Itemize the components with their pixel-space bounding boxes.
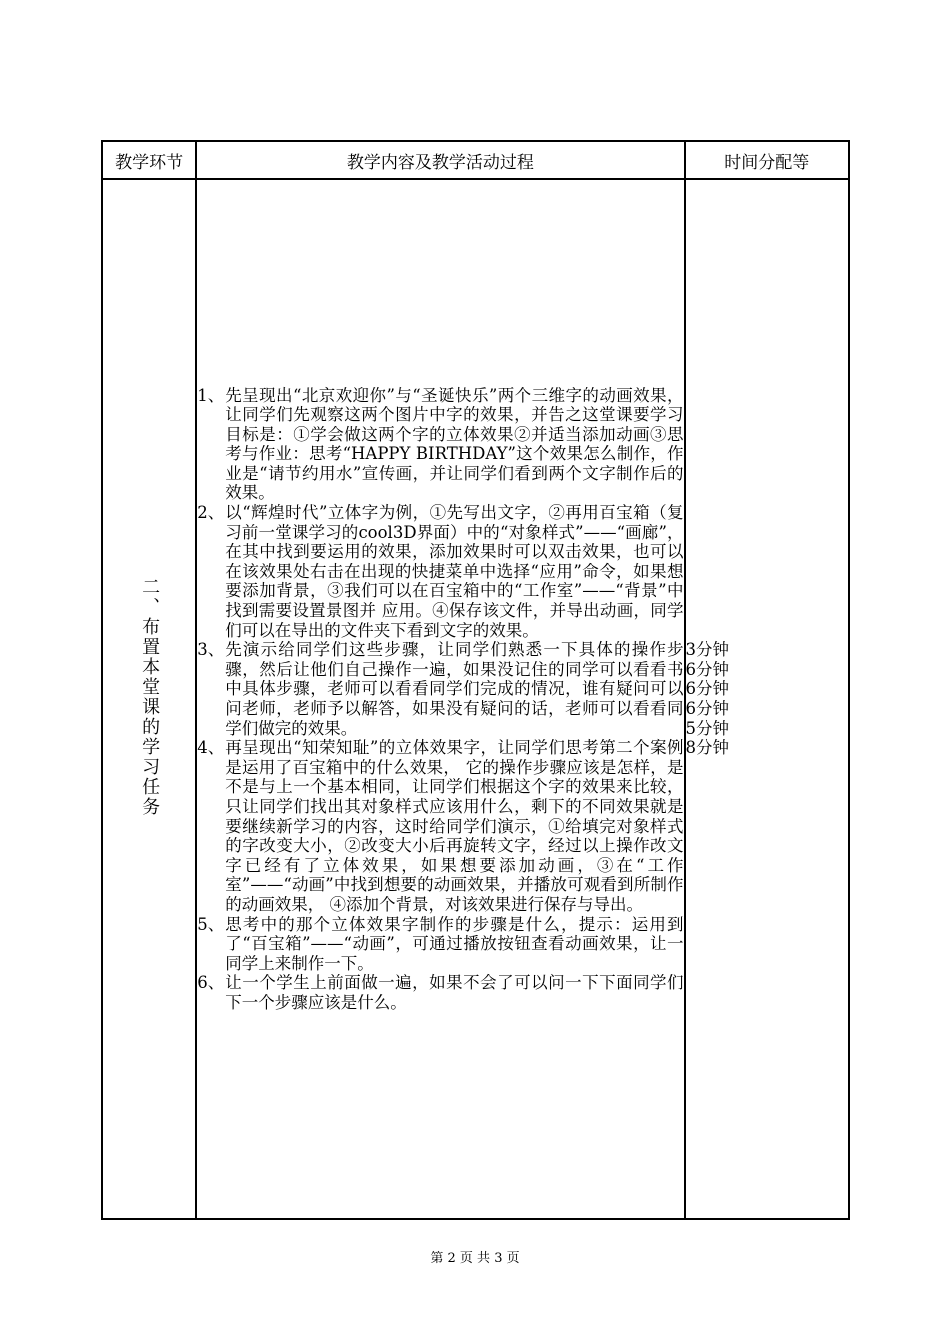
table-header-row	[102, 141, 849, 179]
time-list	[686, 640, 848, 758]
step-text: 再呈现出“知荣知耻”的立体效果字，让同学们思考第二个案例是运用了百宝箱中的什么效果， 它的操作步骤应该是怎样，是不是与上一个基本相同，让同学们根据这个字的效果来比较，只让同学们找出其对象样式应该用什么，剩下的不同效果就是要继续新学习的内容，这时给同学们演示，①给填完对象样式的字改变大小，②改变大小后再旋转文字，经过以上操作改文字已经有了立体效果，如果想要添加动画，③在“工作室”——“动画”中找到想要的动画效果，并播放可观看到所制作的动画效果， ④添加个背景，对该效果进行保存与导出。	[225, 738, 684, 914]
step-list	[197, 386, 683, 1013]
page-footer: 第 2 页 共 3 页	[430, 1251, 520, 1266]
step-number: 1、	[197, 385, 225, 405]
header-section: 教学环节	[102, 141, 196, 179]
time-item: 6分钟	[685, 679, 730, 699]
lesson-plan-table	[101, 140, 850, 1220]
step-text: 先演示给同学们这些步骤，让同学们熟悉一下具体的操作步骤，然后让他们自己操作一遍，如果没记住的同学可以看看书中具体步骤，老师可以看看同学们完成的情况，谁有疑问可以问老师，老师予以解答，如果没有疑问的话，老师可以看看同学们做完的效果。	[225, 640, 684, 738]
time-item: 3分钟	[685, 640, 730, 660]
time-item: 8分钟	[685, 738, 730, 758]
step-text: 以“辉煌时代”立体字为例，①先写出文字，②再用百宝箱（复习前一堂课学习的cool3D界面）中的“对象样式”——“画廊”，在其中找到要运用的效果，添加效果时可以双击效果，也可以在该效果处右击在出现的快捷菜单中选择“应用”命令，如果想要添加背景，③我们可以在百宝箱中的“工作室”——“背景”中找到需要设置景图并 应用。④保存该文件，并导出动画，同学们可以在导出的文件夹下看到文字的效果。	[225, 503, 684, 640]
list-item	[197, 640, 683, 738]
step-text: 让一个学生上前面做一遍，如果不会了可以问一下下面同学们下一个步骤应该是什么。	[225, 973, 684, 1012]
step-number: 3、	[197, 640, 225, 660]
header-content: 教学内容及教学活动过程	[196, 141, 684, 179]
step-number: 6、	[197, 973, 225, 993]
table-body-row	[102, 179, 849, 1219]
content-cell	[196, 179, 684, 1219]
time-cell	[685, 179, 849, 1219]
section-label: 二、布置本堂课的学习任务	[139, 577, 161, 817]
list-item	[197, 738, 683, 914]
step-number: 2、	[197, 503, 225, 523]
list-item	[197, 915, 683, 974]
step-text: 思考中的那个立体效果字制作的步骤是什么，提示：运用到了“百宝箱”——“动画”，可通过播放按钮查看动画效果，让一同学上来制作一下。	[225, 914, 684, 973]
time-item: 6分钟	[685, 699, 730, 718]
step-number: 5、	[197, 914, 225, 934]
list-item	[197, 973, 683, 1012]
step-text: 先呈现出“北京欢迎你”与“圣诞快乐”两个三维字的动画效果，让同学们先观察这两个图片中字的效果，并告之这堂课要学习目标是：①学会做这两个字的立体效果②并适当添加动画③思考与作业：思考“HAPPY BIRTHDAY”这个效果怎么制作，作业是“请节约用水”宣传画，并让同学们看到两个文字制作后的效果。	[225, 385, 684, 503]
time-item: 6分钟	[685, 659, 730, 679]
header-time: 时间分配等	[685, 141, 849, 179]
section-cell	[102, 179, 196, 1219]
step-number: 4、	[197, 738, 225, 758]
list-item	[197, 503, 683, 640]
time-item: 5分钟	[685, 718, 730, 738]
list-item	[197, 386, 683, 504]
